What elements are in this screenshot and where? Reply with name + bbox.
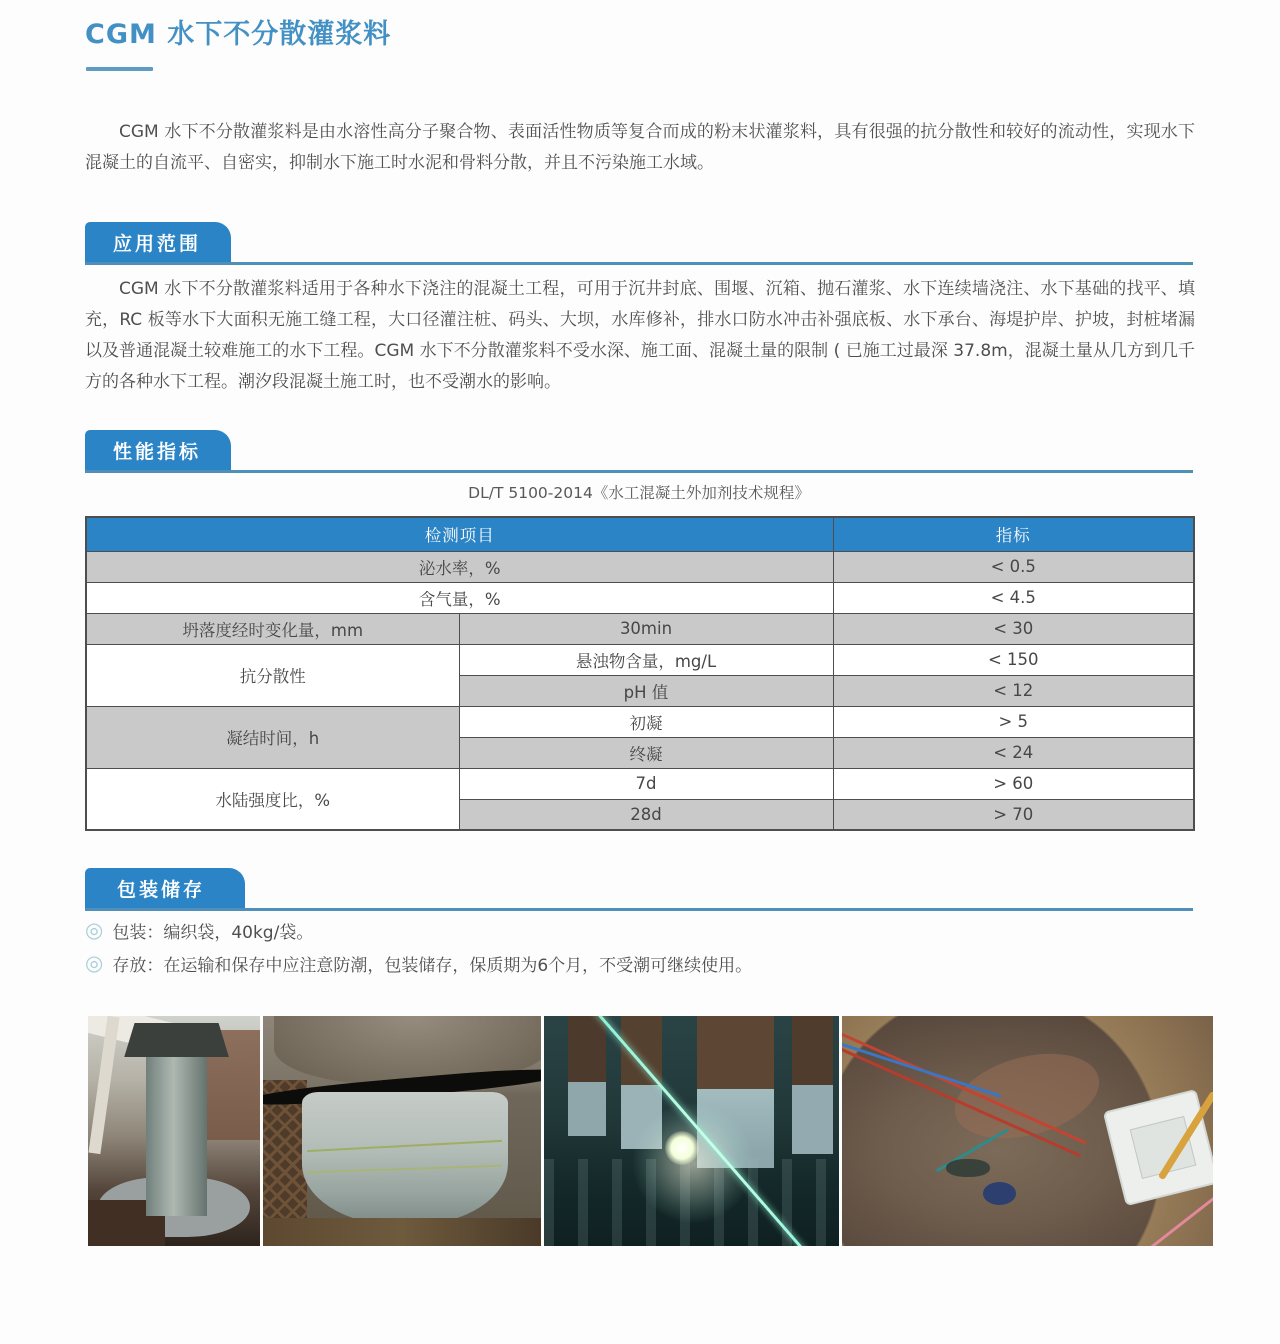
section-header-performance xyxy=(85,430,1193,473)
section-header-application xyxy=(85,222,1193,265)
value-cell: > 70 xyxy=(833,799,1194,830)
pile-cap-shape xyxy=(124,1023,229,1058)
table-row xyxy=(86,613,1194,644)
photo-night-underwater-piers xyxy=(544,1016,839,1246)
double-circle-bullet-icon: ◎ xyxy=(85,951,104,975)
value-cell: > 5 xyxy=(833,706,1194,737)
col-header-item: 检测项目 xyxy=(86,517,833,551)
application-paragraph: CGM 水下不分散灌浆料适用于各种水下浇注的混凝土工程，可用于沉井封底、围堰、沉箱、抛石灌浆、水下连续墙浇注、水下基础的找平、填充，RC 板等水下大面积无施工缝工程，大口径灌注桩、码头、大坝，水库修补，排水口防水冲击补强底板、水下承台、海堤护岸、护坡，封桩堵漏以及普通混凝土较难施工的水下工程。CGM 水下不分散灌浆料不受水深、施工面、混凝土量的限制 ( 已施工过最深 37.8m，混凝土量从几方到几千方的各种水下工程。潮汐段混凝土施工时，也不受潮水的影响。 xyxy=(85,279,1195,392)
storage-bullet xyxy=(85,951,1195,976)
item-cell: 含气量，% xyxy=(86,582,833,613)
intro-paragraph: CGM 水下不分散灌浆料是由水溶性高分子聚合物、表面活性物质等复合而成的粉末状灌浆料，具有很强的抗分散性和较好的流动性，实现水下混凝土的自流平、自密实，抑制水下施工时水泥和骨料分散，并且不污染施工水域。 xyxy=(85,122,1195,173)
pile-column-shape xyxy=(146,1051,206,1217)
table-header-row xyxy=(86,517,1194,551)
bridge-pier-shape xyxy=(792,1016,833,1154)
title-underline-bar xyxy=(86,67,153,71)
item-cell: 水陆强度比，% xyxy=(86,768,459,830)
sub-item-cell: 初凝 xyxy=(459,706,833,737)
item-cell: 泌水率，% xyxy=(86,551,833,582)
section-header-packaging xyxy=(85,868,1193,911)
work-light-shape xyxy=(665,1131,699,1165)
table-row xyxy=(86,706,1194,737)
photo-cofferdam-mud-pit xyxy=(842,1016,1213,1246)
table-row xyxy=(86,551,1194,582)
value-cell: < 24 xyxy=(833,737,1194,768)
packaging-bullet xyxy=(85,918,1195,943)
value-cell: < 12 xyxy=(833,675,1194,706)
item-cell: 抗分散性 xyxy=(86,644,459,706)
value-cell: < 30 xyxy=(833,613,1194,644)
item-cell: 坍落度经时变化量，mm xyxy=(86,613,459,644)
construction-photo-strip xyxy=(85,1016,1215,1246)
photo-pile-cap-construction xyxy=(88,1016,260,1246)
double-circle-bullet-icon: ◎ xyxy=(85,918,104,942)
grouted-pile-shape xyxy=(302,1092,508,1225)
gravel-ground-shape xyxy=(263,1218,541,1246)
table-row xyxy=(86,582,1194,613)
strut-shape xyxy=(89,1016,120,1154)
section-tab-packaging: 包装储存 xyxy=(85,868,245,908)
sub-item-cell: 30min xyxy=(459,613,833,644)
col-header-index: 指标 xyxy=(833,517,1194,551)
value-cell: < 0.5 xyxy=(833,551,1194,582)
value-cell: < 4.5 xyxy=(833,582,1194,613)
sub-item-cell: 7d xyxy=(459,768,833,799)
bullet-text: 存放：在运输和保存中应注意防潮，包装储存，保质期为6个月，不受潮可继续使用。 xyxy=(112,956,753,976)
value-cell: < 150 xyxy=(833,644,1194,675)
page-title: CGM 水下不分散灌浆料 xyxy=(85,19,392,50)
equipment-in-mud-shape xyxy=(983,1182,1016,1205)
bullet-text: 包装：编织袋，40kg/袋。 xyxy=(112,923,314,943)
photo-grouted-pile-closeup xyxy=(263,1016,541,1246)
sub-item-cell: 终凝 xyxy=(459,737,833,768)
sub-item-cell: pH 值 xyxy=(459,675,833,706)
section-tab-application: 应用范围 xyxy=(85,222,231,262)
standard-caption: DL/T 5100-2014《水工混凝土外加剂技术规程》 xyxy=(468,484,810,502)
item-cell: 凝结时间，h xyxy=(86,706,459,768)
equipment-in-mud-shape xyxy=(946,1159,991,1177)
table-row xyxy=(86,644,1194,675)
sub-item-cell: 悬浊物含量，mg/L xyxy=(459,644,833,675)
section-tab-performance: 性能指标 xyxy=(85,430,231,470)
table-row xyxy=(86,768,1194,799)
value-cell: > 60 xyxy=(833,768,1194,799)
sub-item-cell: 28d xyxy=(459,799,833,830)
bridge-pier-shape xyxy=(568,1016,606,1136)
performance-table xyxy=(85,516,1195,831)
